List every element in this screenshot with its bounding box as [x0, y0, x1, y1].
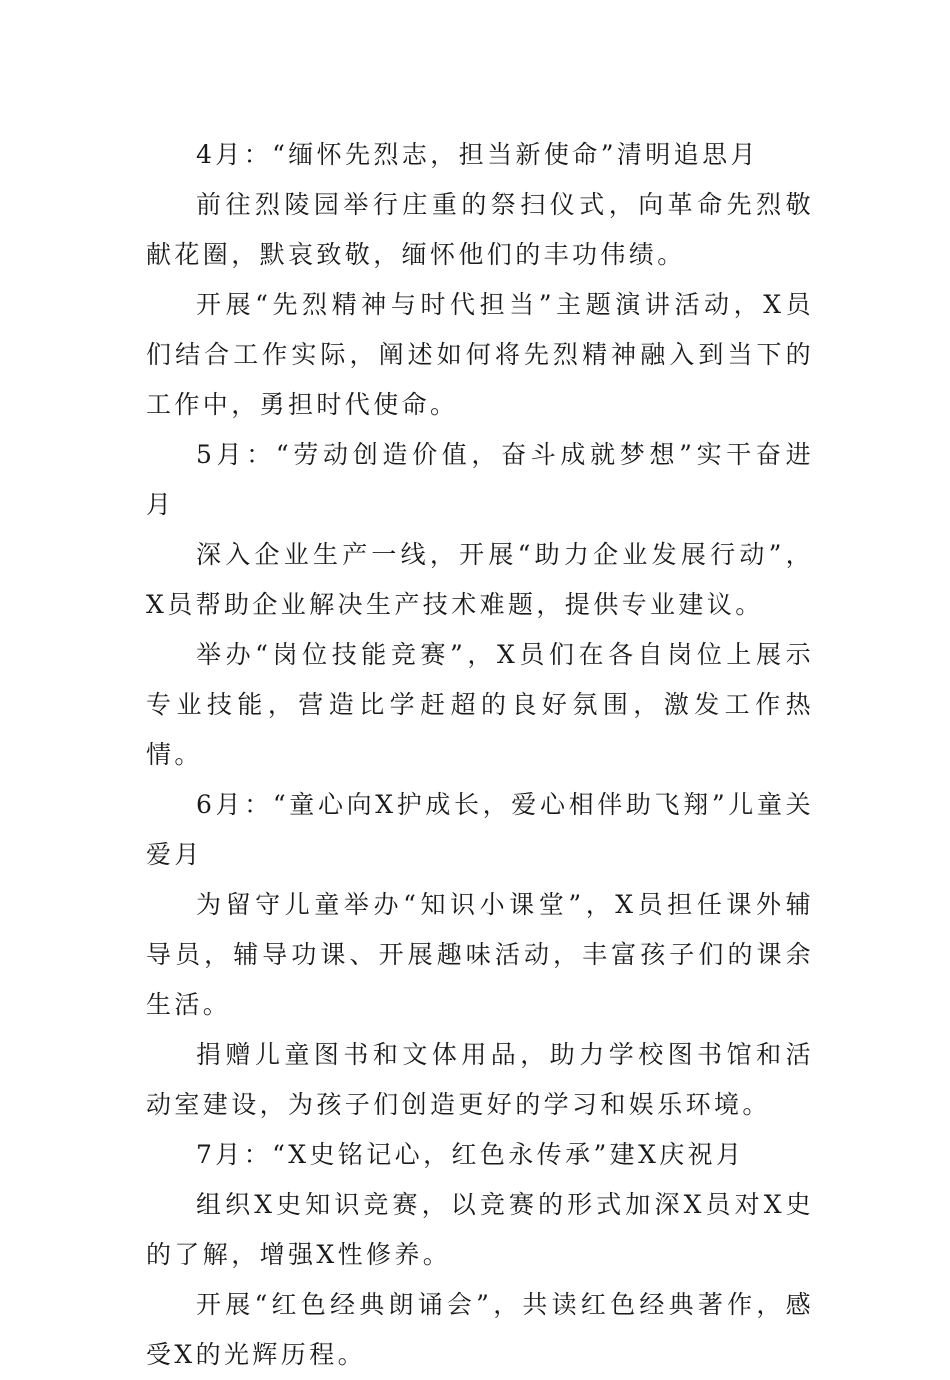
- body-paragraph: 举办“岗位技能竞赛”，X员们在各自岗位上展示专业技能，营造比学赶超的良好氛围，激发工作热情。: [146, 640, 814, 769]
- body-paragraph: 开展“红色经典朗诵会”，共读红色经典著作，感受X的光辉历程。: [146, 1290, 814, 1369]
- body-paragraph: 组织X史知识竞赛，以竞赛的形式加深X员对X史的了解，增强X性修养。: [146, 1190, 814, 1269]
- section-heading-april: 4月：“缅怀先烈志，担当新使命”清明追思月: [196, 140, 759, 169]
- body-paragraph: 开展“先烈精神与时代担当”主题演讲活动，X员们结合工作实际，阐述如何将先烈精神融入到当下的工作中，勇担时代使命。: [146, 290, 814, 419]
- body-paragraph: 为留守儿童举办“知识小课堂”，X员担任课外辅导员，辅导功课、开展趣味活动，丰富孩子们的课余生活。: [146, 890, 814, 1019]
- section-heading-june: 6月：“童心向X护成长，爱心相伴助飞翔”儿童关爱月: [146, 790, 814, 869]
- document-page: [146, 130, 814, 1380]
- section-heading-may: 5月：“劳动创造价值，奋斗成就梦想”实干奋进月: [146, 440, 814, 519]
- section-heading-july: 7月：“X史铭记心，红色永传承”建X庆祝月: [196, 1140, 745, 1169]
- body-paragraph: 捐赠儿童图书和文体用品，助力学校图书馆和活动室建设，为孩子们创造更好的学习和娱乐环境。: [146, 1040, 814, 1119]
- body-paragraph: 深入企业生产一线，开展“助力企业发展行动”，X员帮助企业解决生产技术难题，提供专业建议。: [146, 540, 814, 619]
- body-paragraph: 前往烈陵园举行庄重的祭扫仪式，向革命先烈敬献花圈，默哀致敬，缅怀他们的丰功伟绩。: [146, 190, 814, 269]
